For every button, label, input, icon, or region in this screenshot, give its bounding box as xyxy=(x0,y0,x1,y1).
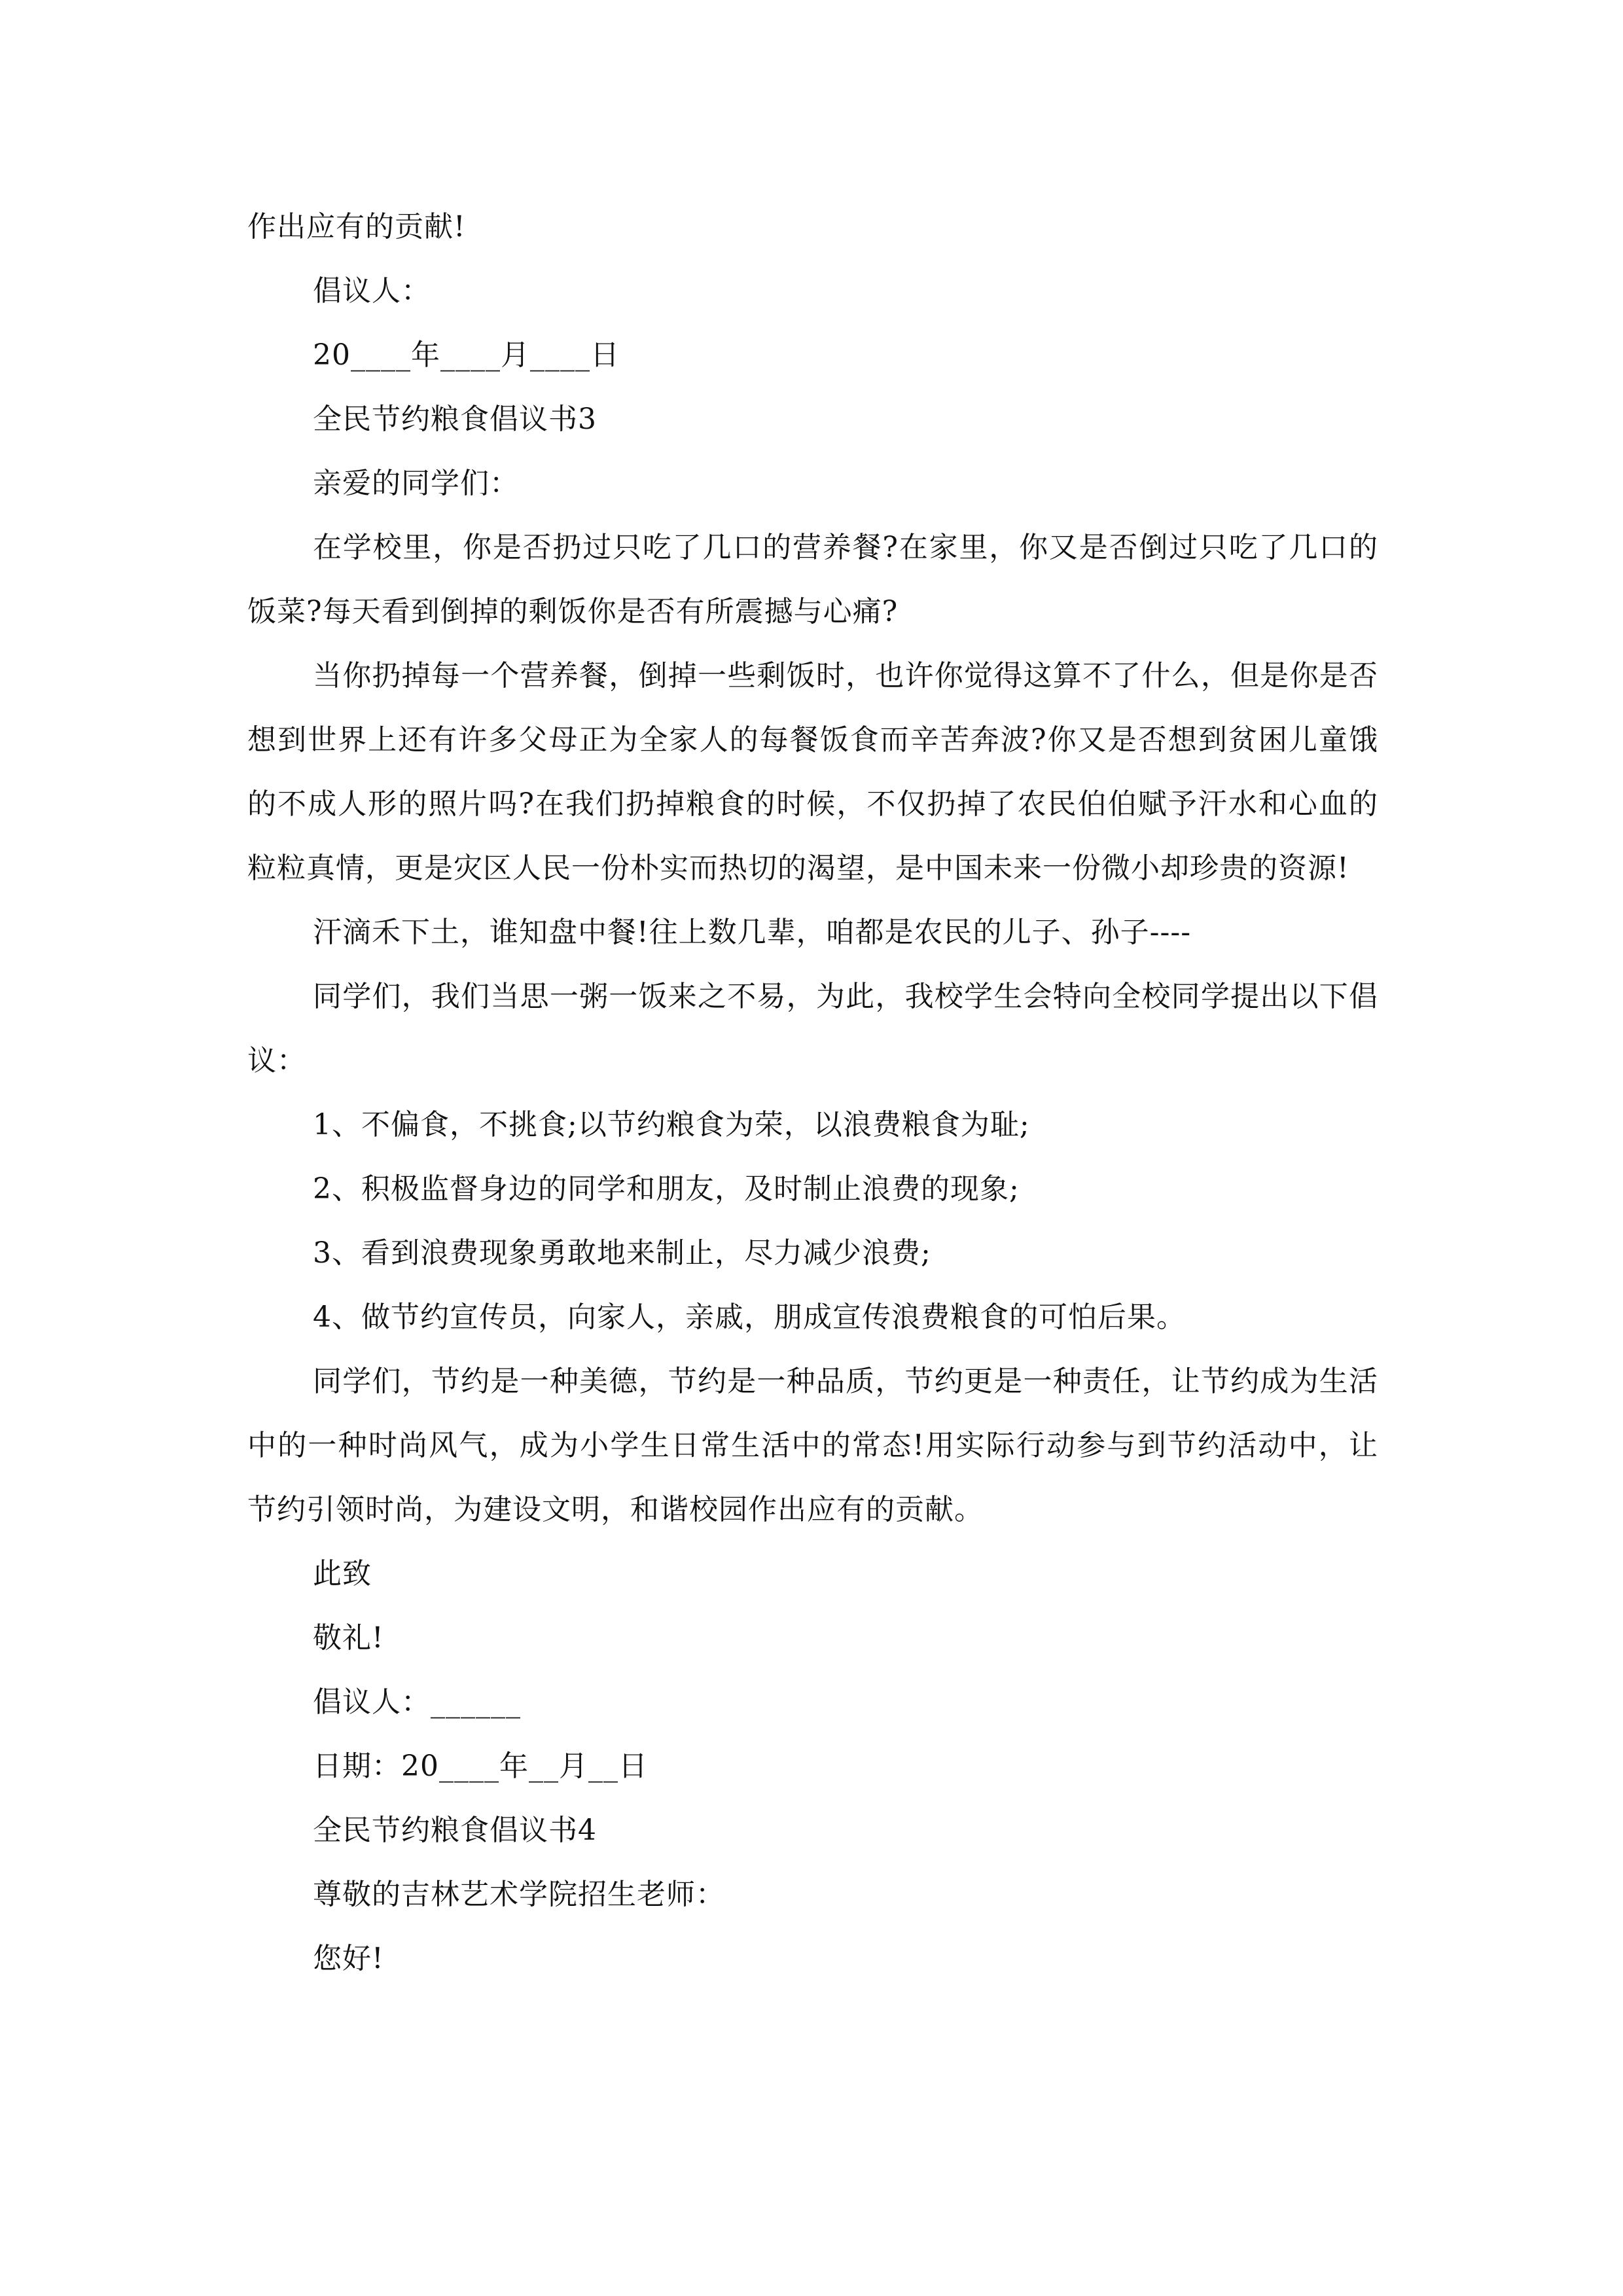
paragraph: 汗滴禾下土，谁知盘中餐!往上数几辈，咱都是农民的儿子、孙子---- xyxy=(313,916,1192,949)
paragraph: 当你扔掉每一个营养餐，倒掉一些剩饭时，也许你觉得这算不了什么，但是你是否想到世界上还有许多父母正为全家人的每餐饭食而辛苦奔波?你又是否想到贫困儿童饿的不成人形的照片吗?在我们扔掉粮食的时候，不仅扔掉了农民伯伯赋予汗水和心血的粒粒真情，更是灾区人民一份朴实而热切的渴望，是中国未来一份微小却珍贵的资源! xyxy=(247,659,1378,885)
salutation: 亲爱的同学们： xyxy=(313,467,519,500)
paragraph: 在学校里，你是否扔过只吃了几口的营养餐?在家里，你又是否倒过只吃了几口的饭菜?每天看到倒掉的剩饭你是否有所震撼与心痛? xyxy=(247,531,1378,628)
closing: 此致 xyxy=(313,1557,372,1590)
date-line: 日期：20____年__月__日 xyxy=(313,1749,648,1783)
body-text xyxy=(247,195,1378,1991)
paragraph: 作出应有的贡献! xyxy=(247,210,466,243)
list-item: 4、做节约宣传员，向家人，亲戚，朋成宣传浪费粮食的可怕后果。 xyxy=(313,1300,1186,1334)
list-item: 2、积极监督身边的同学和朋友，及时制止浪费的现象; xyxy=(313,1172,1020,1206)
list-item: 3、看到浪费现象勇敢地来制止，尽力减少浪费; xyxy=(313,1236,931,1270)
paragraph: 同学们，我们当思一粥一饭来之不易，为此，我校学生会特向全校同学提出以下倡议： xyxy=(247,980,1378,1077)
signature-label: 倡议人：______ xyxy=(313,1685,521,1719)
closing: 敬礼! xyxy=(313,1621,384,1655)
salutation: 尊敬的吉林艺术学院招生老师： xyxy=(313,1878,725,1911)
list-item: 1、不偏食，不挑食;以节约粮食为荣，以浪费粮食为耻; xyxy=(313,1108,1030,1141)
paragraph: 同学们，节约是一种美德，节约是一种品质，节约更是一种责任，让节约成为生活中的一种时尚风气，成为小学生日常生活中的常态!用实际行动参与到节约活动中，让节约引领时尚，为建设文明，和谐校园作出应有的贡献。 xyxy=(247,1365,1378,1526)
date-line: 20____年____月____日 xyxy=(313,338,620,372)
section-title: 全民节约粮食倡议书4 xyxy=(313,1814,597,1847)
signature-label: 倡议人： xyxy=(313,274,431,308)
section-title: 全民节约粮食倡议书3 xyxy=(313,403,597,436)
greeting: 您好! xyxy=(313,1942,384,1975)
